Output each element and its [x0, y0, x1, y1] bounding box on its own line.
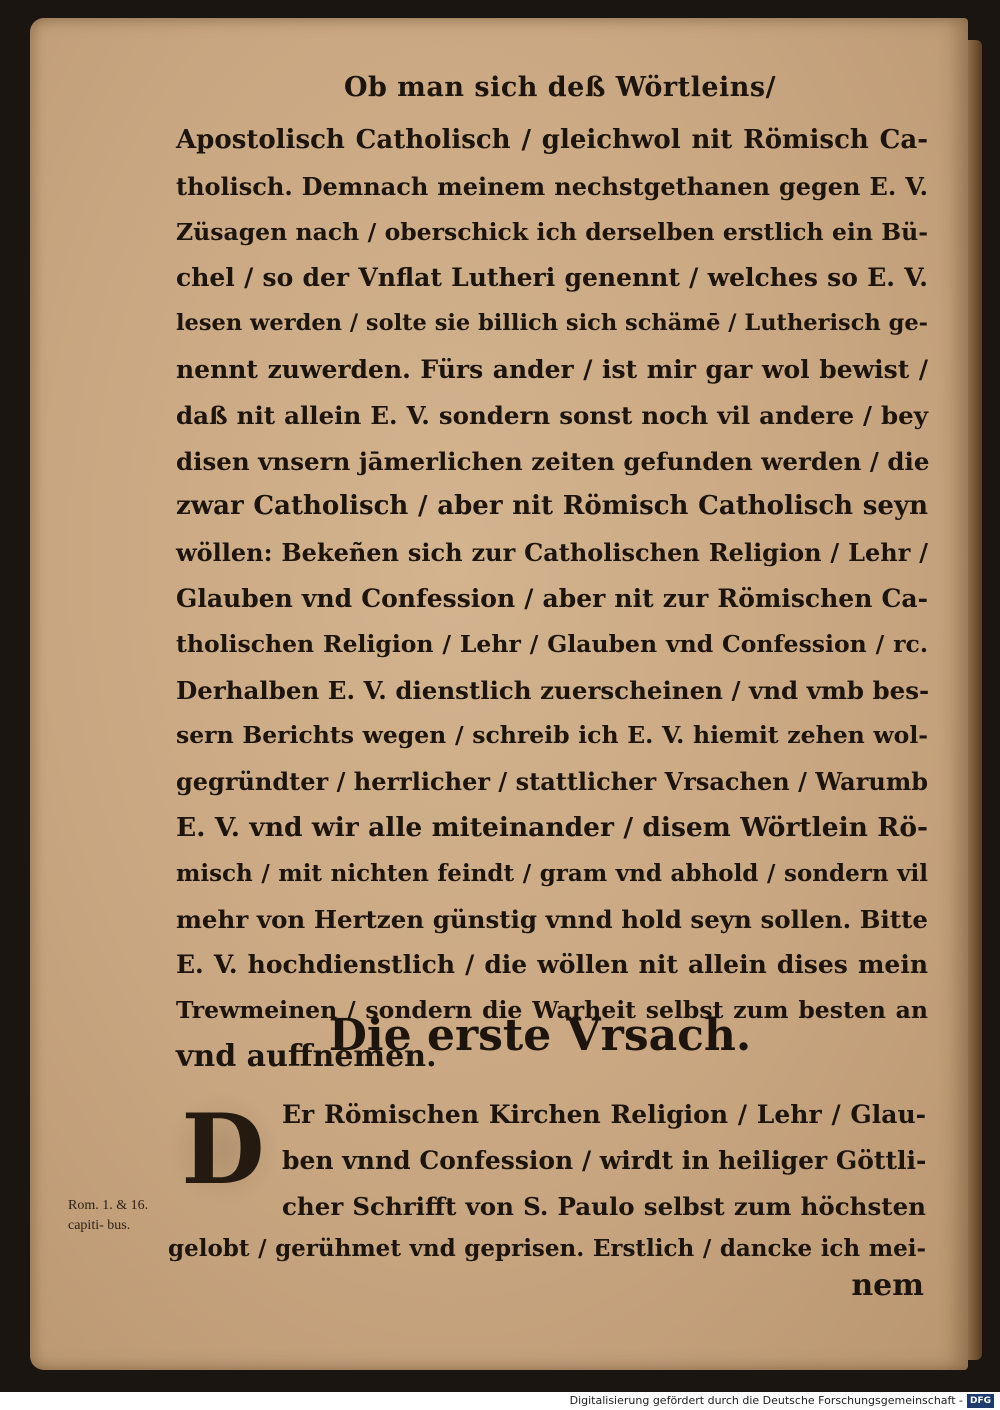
catchword: nem — [851, 1268, 924, 1303]
text-line: lesen werden / solte sie billich sich schämē / Lutherisch ge- — [176, 310, 928, 337]
text-line: gegründter / herrlicher / stattlicher Vrsachen / Warumb — [176, 767, 928, 797]
text-line: Apostolisch Catholisch / gleichwol nit Römisch Ca- — [176, 125, 928, 155]
text-line: mehr von Hertzen günstig vnnd hold seyn sollen. Bitte — [176, 904, 928, 934]
marginal-note: Rom. 1. & 16. capiti- bus. — [68, 1198, 149, 1233]
text-line: vnd auffnemen. — [176, 1038, 437, 1074]
text-line: ben vnnd Confession / wirdt in heiliger Göttli- — [282, 1146, 927, 1175]
text-line: zwar Catholisch / aber nit Römisch Catholisch seyn — [176, 491, 928, 522]
text-line: Glauben vnd Confession / aber nit zur Römischen Ca- — [176, 583, 928, 613]
text-line: tholisch. Demnach meinem nechstgethanen gegen E. V. — [176, 171, 928, 201]
decorated-initial — [168, 1090, 278, 1208]
text-line: wöllen: Bekeñen sich zur Catholischen Religion / Lehr / — [176, 538, 928, 568]
text-line: tholischen Religion / Lehr / Glauben vnd Confession / rc. — [176, 629, 928, 658]
text-line: E. V. hochdienstlich / die wöllen nit allein dises mein — [176, 950, 928, 980]
body-text — [176, 118, 928, 1080]
text-line: Trewmeinen / sondern die Warheit selbst zum besten an — [176, 996, 928, 1025]
text-line: disen vnsern jāmerlichen zeiten gefunden werden / die — [176, 446, 930, 476]
text-line: Er Römischen Kirchen Religion / Lehr / Glau- — [282, 1100, 926, 1129]
running-head: Ob man sich deß Wörtleins/ — [343, 72, 776, 103]
text-line: E. V. vnd wir alle miteinander / disem Wörtlein Rö- — [176, 811, 928, 843]
dfg-logo-icon: DFG — [967, 1394, 994, 1408]
text-line: Derhalben E. V. dienstlich zuerscheinen / vnd vmb bes- — [176, 675, 930, 705]
footer-bar — [0, 1392, 1000, 1410]
text-line: gelobt / gerühmet vnd geprisen. Erstlich / dancke ich mei- — [168, 1235, 926, 1262]
initial-letter: D — [168, 1090, 278, 1208]
text-line: daß nit allein E. V. sondern sonst noch vil andere / bey — [176, 400, 928, 430]
section-heading: Die erste Vrsach. — [328, 1010, 752, 1061]
text-line: chel / so der Vnflat Lutheri genennt / welches so E. V. — [176, 263, 928, 293]
footer-text: Digitalisierung gefördert durch die Deutsche Forschungsgemeinschaft - — [569, 1394, 963, 1407]
text-line: sern Berichts wegen / schreib ich E. V. hiemit zehen wol- — [176, 721, 928, 750]
text-line: cher Schrifft von S. Paulo selbst zum höchsten — [282, 1192, 926, 1221]
text-line: nennt zuwerden. Fürs ander / ist mir gar wol bewist / — [176, 354, 928, 384]
text-line: Züsagen nach / oberschick ich derselben erstlich ein Bü- — [176, 217, 928, 246]
text-line: misch / mit nichten feindt / gram vnd abhold / sondern vil — [176, 859, 928, 887]
